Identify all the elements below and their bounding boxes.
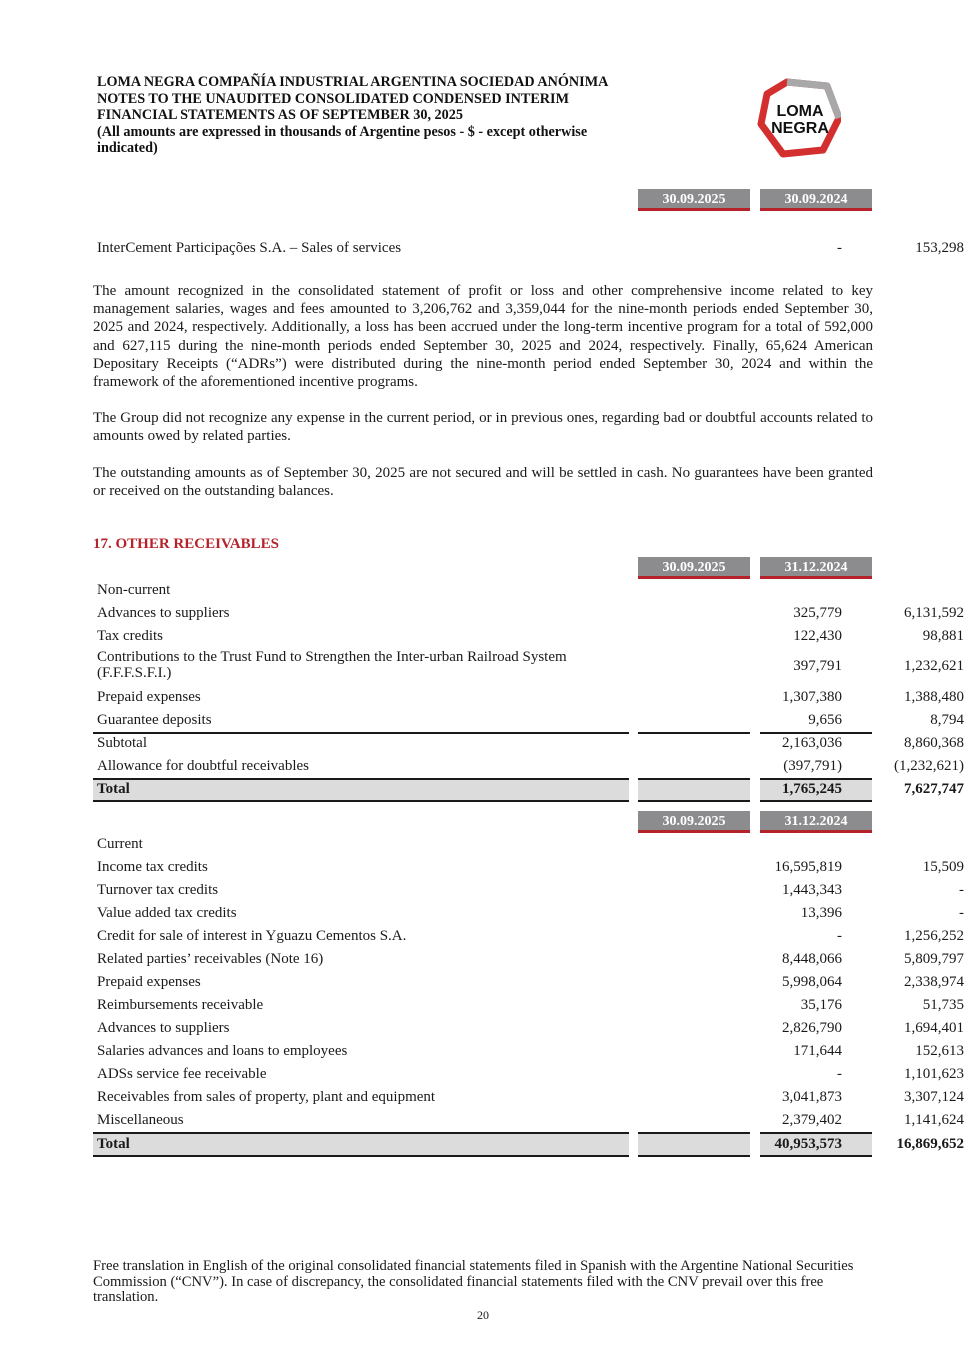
paragraph-key-management: The amount recognized in the consolidated statement of profit or loss and other comprehensive income related to key management salaries, wages and fees amounted to 3,206,762 and 3,359,044 for the nine-month periods ended September 30, 2025 and 2024, respectively. Additionally, a loss has been accrued under the long-term incentive program for a total of 592,000 and 627,115 during the nine-month periods ended September 30, 2025 and 2024, respectively. Finally, 65,624 American Depositary Receipts (“ADRs”) were distributed during the nine-month period ended September 30, 2024 and within the framework of the aforementioned incentive programs. [93, 283, 873, 391]
row-label: Value added tax credits [97, 905, 237, 921]
table-row [93, 925, 964, 948]
table-row [93, 237, 964, 260]
table-row [93, 948, 964, 971]
row-value-prior: (1,232,621) [894, 758, 964, 774]
row-value-prior: 1,388,480 [904, 689, 964, 705]
row-value-current: 325,779 [793, 605, 842, 621]
row-value-current: (397,791) [783, 758, 842, 774]
row-value-current: 171,644 [793, 1043, 842, 1059]
row-value-prior: - [959, 882, 964, 898]
column-header-2025: 30.09.2025 [638, 557, 750, 579]
row-value-prior: 51,735 [922, 997, 964, 1013]
row-value-current: 122,430 [793, 628, 842, 644]
row-label: InterCement Participações S.A. – Sales of services [97, 240, 402, 256]
row-value-current: 8,448,066 [782, 951, 842, 967]
table-row [93, 1086, 964, 1109]
row-value-prior: 8,794 [930, 712, 964, 728]
column-header-2024: 31.12.2024 [760, 557, 872, 579]
table-row [93, 1040, 964, 1063]
page-number: 20 [477, 1308, 489, 1322]
row-label: Advances to suppliers [97, 605, 230, 621]
amounts-note-cont: indicated) [97, 140, 158, 156]
row-label: Turnover tax credits [97, 882, 219, 898]
row-label: Allowance for doubtful receivables [97, 758, 309, 774]
row-value-current: - [837, 240, 842, 256]
table-row [93, 709, 964, 732]
row-label-cont: (F.F.F.S.F.I.) [97, 665, 172, 681]
table-row [93, 1017, 964, 1040]
row-label: Total [97, 781, 130, 797]
paragraph-outstanding-amounts: The outstanding amounts as of September 30, 2025 are not secured and will be settled in cash. No guarantees have been granted or received on the outstanding balances. [93, 465, 873, 500]
row-value-prior: 1,694,401 [904, 1020, 964, 1036]
row-label: Tax credits [97, 628, 164, 644]
table-row [93, 625, 964, 648]
subtotal-row [93, 732, 964, 755]
row-value-prior: 3,307,124 [904, 1089, 964, 1105]
statements-date: FINANCIAL STATEMENTS AS OF SEPTEMBER 30, 2025 [97, 107, 463, 123]
table-row [93, 649, 964, 685]
row-value-current: 1,307,380 [782, 689, 842, 705]
table-row [93, 1063, 964, 1086]
row-value-prior: 98,881 [922, 628, 964, 644]
row-value-current: 40,953,573 [774, 1136, 842, 1152]
row-label: Prepaid expenses [97, 974, 201, 990]
row-value-prior: 8,860,368 [904, 735, 964, 751]
row-value-current: 397,791 [793, 658, 842, 674]
row-value-current: 13,396 [800, 905, 842, 921]
row-value-prior: 1,232,621 [904, 658, 964, 674]
row-value-current: 2,826,790 [782, 1020, 842, 1036]
table-row [93, 856, 964, 879]
row-value-current: 5,998,064 [782, 974, 842, 990]
row-label: Subtotal [97, 735, 148, 751]
row-value-current: - [837, 1066, 842, 1082]
row-value-current: 9,656 [808, 712, 842, 728]
row-label: Contributions to the Trust Fund to Strengthen the Inter-urban Railroad System [97, 649, 567, 665]
row-value-current: 2,379,402 [782, 1112, 842, 1128]
amounts-note: (All amounts are expressed in thousands of Argentine pesos - $ - except otherwise [97, 123, 588, 140]
company-name: LOMA NEGRA COMPAÑÍA INDUSTRIAL ARGENTINA SOCIEDAD ANÓNIMA [97, 74, 609, 90]
row-label: Advances to suppliers [97, 1020, 230, 1036]
row-value-current: 1,443,343 [782, 882, 842, 898]
row-label: Receivables from sales of property, plant and equipment [97, 1089, 436, 1105]
group-heading-current: Current [97, 836, 143, 852]
section-title: 17. OTHER RECEIVABLES [93, 536, 280, 552]
row-label: Miscellaneous [97, 1112, 184, 1128]
loma-negra-logo-icon [757, 78, 841, 158]
svg-text:NEGRA: NEGRA [771, 120, 829, 137]
row-value-current: - [837, 928, 842, 944]
table-row [93, 686, 964, 709]
table-row [93, 879, 964, 902]
table-row [93, 902, 964, 925]
row-value-prior: 1,256,252 [904, 928, 964, 944]
row-value-current: 3,041,873 [782, 1089, 842, 1105]
row-value-prior: 16,869,652 [896, 1136, 964, 1152]
group-heading-non-current: Non-current [97, 582, 171, 598]
document-header [97, 74, 707, 157]
row-value-prior: 1,141,624 [904, 1112, 964, 1128]
column-header-2025: 30.09.2025 [638, 811, 750, 833]
row-value-prior: 7,627,747 [904, 781, 964, 797]
row-value-prior: - [959, 905, 964, 921]
row-value-prior: 15,509 [922, 859, 964, 875]
row-label: Income tax credits [97, 859, 208, 875]
paragraph-doubtful-accounts: The Group did not recognize any expense in the current period, or in previous ones, regarding bad or doubtful accounts related to amounts owed by related parties. [93, 410, 873, 445]
total-row [93, 778, 964, 801]
row-value-prior: 5,809,797 [904, 951, 964, 967]
row-value-prior: 6,131,592 [904, 605, 964, 621]
row-value-prior: 2,338,974 [904, 974, 964, 990]
table-row [93, 602, 964, 625]
table-row [93, 971, 964, 994]
row-value-current: 35,176 [800, 997, 842, 1013]
allowance-row [93, 755, 964, 778]
row-value-current: 2,163,036 [782, 735, 842, 751]
column-header-2024: 30.09.2024 [760, 189, 872, 211]
translation-disclaimer: Free translation in English of the original consolidated financial statements filed in Spanish with the Argentine National Securities Commission (“CNV”). In case of discrepancy, the consolidated financial statements filed with the CNV prevail over this free translation. [93, 1258, 854, 1305]
total-row [93, 1133, 964, 1156]
svg-text:LOMA: LOMA [776, 103, 824, 120]
row-label: Guarantee deposits [97, 712, 212, 728]
row-label: Salaries advances and loans to employees [97, 1043, 348, 1059]
table-row [93, 1109, 964, 1132]
row-label: Total [97, 1136, 130, 1152]
row-label: Credit for sale of interest in Yguazu Cementos S.A. [97, 928, 407, 944]
row-value-current: 1,765,245 [782, 781, 842, 797]
row-label: Prepaid expenses [97, 689, 201, 705]
row-label: Reimbursements receivable [97, 997, 264, 1013]
row-value-prior: 1,101,623 [904, 1066, 964, 1082]
column-header-2024: 31.12.2024 [760, 811, 872, 833]
row-value-prior: 153,298 [915, 240, 964, 256]
row-value-prior: 152,613 [915, 1043, 964, 1059]
row-label: Related parties’ receivables (Note 16) [97, 951, 324, 967]
column-header-2025: 30.09.2025 [638, 189, 750, 211]
notes-title: NOTES TO THE UNAUDITED CONSOLIDATED CONDENSED INTERIM [97, 90, 569, 107]
row-label: ADSs service fee receivable [97, 1066, 267, 1082]
table-row [93, 994, 964, 1017]
row-value-current: 16,595,819 [774, 859, 842, 875]
